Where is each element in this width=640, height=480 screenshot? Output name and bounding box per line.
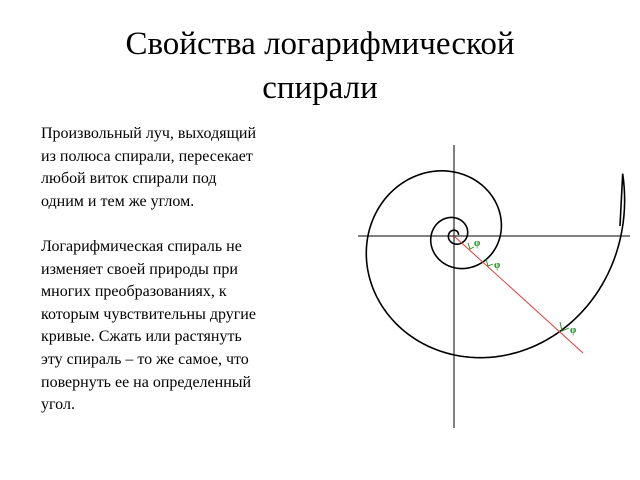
spiral-diagram (348, 135, 640, 435)
paragraph-ray-property: Произвольный луч, выходящий из полюса спирали, пересекает любой виток спирали под одним и тем же углом. (41, 125, 257, 210)
title-line-1: Свойства логарифмической (125, 26, 515, 62)
title-line-2: спирали (262, 70, 378, 106)
radial-ray (454, 236, 583, 353)
body-text (41, 123, 341, 439)
angle-mark-1 (468, 238, 480, 249)
angle-label-3: φ (570, 325, 577, 336)
angle-mark-2 (486, 259, 500, 271)
slide-title (20, 22, 620, 110)
angle-label-1: φ (474, 238, 481, 249)
angle-label-2: φ (494, 260, 501, 271)
paragraph-transformations: Логарифмическая спираль не изменяет своей природы при многих преобразованиях, к которым чувствительны другие кривые. Сжать или растянуть эту спираль – то же самое, что повернуть ее на определенный угол. (41, 237, 256, 414)
